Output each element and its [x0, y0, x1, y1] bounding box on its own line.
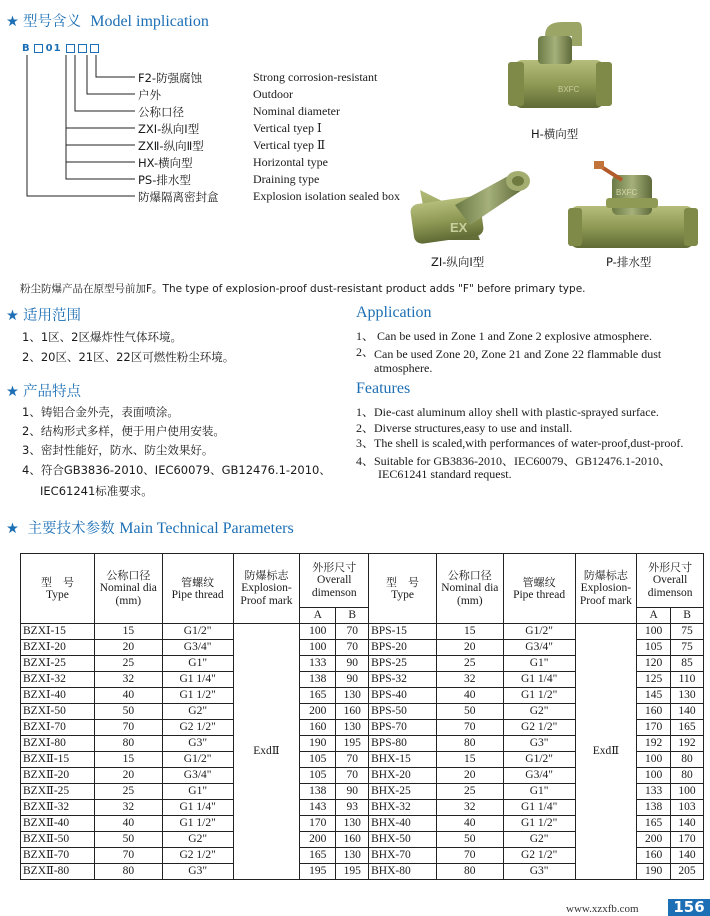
table-row [21, 624, 704, 640]
cell-dim-b: 75 [671, 624, 704, 640]
cell-pipe-thread: G1 1/4" [162, 800, 233, 816]
cell-type: BZXⅠ-80 [21, 736, 95, 752]
cell-nominal-dia: 50 [94, 704, 162, 720]
feature-item-en: 3、The shell is scaled,with performances of water-proof,dust-proof. [356, 436, 684, 450]
dust-note: 粉尘防爆产品在原型号前加F。The type of explosion-proof dust-resistant product adds "F" before primary type. [20, 283, 586, 295]
cell-dim-a: 100 [637, 752, 671, 768]
cell-nominal-dia: 32 [436, 672, 503, 688]
cell-nominal-dia: 40 [94, 688, 162, 704]
cell-dim-a: 145 [637, 688, 671, 704]
cell-type: BPS-80 [369, 736, 437, 752]
cell-dim-b: 93 [336, 800, 369, 816]
cell-dim-a: 138 [300, 672, 336, 688]
cell-dim-b: 103 [671, 800, 704, 816]
cell-dim-b: 85 [671, 656, 704, 672]
cell-type: BZXⅡ-20 [21, 768, 95, 784]
cell-dim-a: 105 [300, 752, 336, 768]
cell-type: BZXⅡ-70 [21, 848, 95, 864]
cell-dim-a: 160 [300, 720, 336, 736]
cell-dim-b: 70 [336, 752, 369, 768]
col-dim-a: A [300, 608, 336, 624]
cell-dim-a: 200 [300, 832, 336, 848]
cell-dim-b: 130 [336, 816, 369, 832]
model-item-en: Explosion isolation sealed box [253, 189, 400, 203]
item-text: Can be used in Zone 1 and Zone 2 explosive atmosphere. [377, 329, 652, 343]
feature-item-cn: 4、符合GB3836-2010、IEC60079、GB12476.1-2010、 [22, 463, 331, 477]
cell-dim-a: 190 [300, 736, 336, 752]
cell-dim-a: 165 [300, 848, 336, 864]
item-number: 2、 [356, 345, 375, 359]
cell-type: BHX-70 [369, 848, 437, 864]
cell-pipe-thread: G1 1/2" [503, 816, 575, 832]
cell-type: BZXⅡ-25 [21, 784, 95, 800]
cell-nominal-dia: 50 [94, 832, 162, 848]
cell-dim-b: 165 [671, 720, 704, 736]
cell-ex-mark: ExdⅡ [233, 624, 300, 880]
model-header-cn: 型号含义 [23, 14, 81, 30]
col-dimension: 外形尺寸 Overall dimenson [637, 554, 704, 608]
col-ex-mark: 防爆标志 Explosion- Proof mark [575, 554, 637, 624]
col-pipe-thread: 管螺纹 Pipe thread [503, 554, 575, 624]
model-item-cn: ZXⅠ-纵向Ⅰ型 [138, 122, 200, 136]
cell-dim-b: 75 [671, 640, 704, 656]
model-item-en: Vertical tyep Ⅱ [253, 138, 326, 152]
caption-p-type: P-排水型 [606, 255, 652, 269]
tech-parameters-table [20, 553, 704, 880]
cell-nominal-dia: 50 [436, 832, 503, 848]
code-number: 01 [45, 43, 62, 54]
cell-nominal-dia: 80 [436, 864, 503, 880]
scope-item: 1、1区、2区爆炸性气体环境。 [22, 330, 182, 344]
code-prefix: B [22, 43, 31, 54]
cell-pipe-thread: G3/4" [503, 768, 575, 784]
cell-pipe-thread: G1/2" [162, 752, 233, 768]
application-item [356, 343, 374, 360]
feature-item-cn: 2、结构形式多样，便于用户使用安装。 [22, 424, 225, 438]
caption-zi-type: ZI-纵向I型 [431, 255, 485, 269]
cell-nominal-dia: 20 [94, 640, 162, 656]
cell-type: BZXⅡ-80 [21, 864, 95, 880]
cell-type: BZXⅠ-25 [21, 656, 95, 672]
cell-dim-b: 130 [336, 848, 369, 864]
cell-pipe-thread: G1 1/4" [503, 672, 575, 688]
col-pipe-thread: 管螺纹 Pipe thread [162, 554, 233, 624]
cell-dim-b: 90 [336, 672, 369, 688]
star-icon: ★ [6, 308, 19, 324]
cell-pipe-thread: G3/4" [162, 768, 233, 784]
cell-type: BZXⅡ-50 [21, 832, 95, 848]
cell-dim-a: 138 [637, 800, 671, 816]
model-item-cn: PS-排水型 [138, 173, 191, 187]
cell-dim-a: 170 [637, 720, 671, 736]
cell-dim-b: 70 [336, 624, 369, 640]
cell-type: BPS-40 [369, 688, 437, 704]
cell-dim-b: 80 [671, 768, 704, 784]
cell-pipe-thread: G2 1/2" [503, 720, 575, 736]
tech-header-cn: 主要技术参数 [27, 521, 115, 537]
product-mark: EX [450, 220, 468, 235]
col-dimension: 外形尺寸 Overall dimenson [300, 554, 369, 608]
cell-nominal-dia: 70 [94, 848, 162, 864]
cell-pipe-thread: G1/2" [503, 624, 575, 640]
cell-pipe-thread: G1" [162, 784, 233, 800]
cell-dim-b: 130 [336, 720, 369, 736]
cell-type: BZXⅡ-15 [21, 752, 95, 768]
page-number: 156 [668, 899, 710, 916]
cell-nominal-dia: 20 [436, 768, 503, 784]
model-item-cn: 防爆隔离密封盒 [138, 190, 219, 204]
cell-type: BHX-15 [369, 752, 437, 768]
cell-dim-b: 130 [336, 688, 369, 704]
cell-nominal-dia: 80 [94, 864, 162, 880]
cell-dim-a: 143 [300, 800, 336, 816]
cell-pipe-thread: G1 1/2" [503, 688, 575, 704]
cell-pipe-thread: G3" [162, 736, 233, 752]
cell-nominal-dia: 70 [436, 848, 503, 864]
features-header [6, 380, 81, 401]
model-item-cn: 公称口径 [138, 105, 184, 119]
cell-type: BZXⅠ-15 [21, 624, 95, 640]
cell-nominal-dia: 50 [436, 704, 503, 720]
application-item [356, 327, 652, 344]
cell-nominal-dia: 40 [436, 816, 503, 832]
cell-dim-b: 70 [336, 640, 369, 656]
cell-pipe-thread: G3/4" [162, 640, 233, 656]
cell-dim-b: 110 [671, 672, 704, 688]
cell-type: BZXⅠ-20 [21, 640, 95, 656]
cell-pipe-thread: G2" [162, 832, 233, 848]
footer-url: www.xzxfb.com [566, 903, 639, 915]
features-header-cn: 产品特点 [23, 384, 81, 400]
cell-type: BHX-25 [369, 784, 437, 800]
model-item-en: Draining type [253, 172, 320, 186]
cell-pipe-thread: G2 1/2" [503, 848, 575, 864]
cell-type: BZXⅡ-32 [21, 800, 95, 816]
cell-pipe-thread: G1 1/2" [162, 688, 233, 704]
cell-dim-b: 192 [671, 736, 704, 752]
cell-nominal-dia: 32 [94, 800, 162, 816]
cell-nominal-dia: 25 [436, 656, 503, 672]
col-type: 型 号 Type [369, 554, 437, 624]
cell-dim-b: 140 [671, 816, 704, 832]
item-number: 1、 [356, 329, 375, 343]
cell-type: BZXⅠ-40 [21, 688, 95, 704]
cell-dim-b: 140 [671, 848, 704, 864]
cell-dim-a: 200 [300, 704, 336, 720]
model-item-en: Vertical tyep Ⅰ [253, 121, 322, 135]
cell-pipe-thread: G1 1/2" [162, 816, 233, 832]
cell-dim-b: 140 [671, 704, 704, 720]
cell-pipe-thread: G1/2" [503, 752, 575, 768]
star-icon: ★ [6, 521, 19, 537]
cell-nominal-dia: 15 [436, 752, 503, 768]
col-dim-a: A [637, 608, 671, 624]
cell-ex-mark: ExdⅡ [575, 624, 637, 880]
cell-type: BHX-20 [369, 768, 437, 784]
cell-dim-a: 105 [637, 640, 671, 656]
product-h-image [508, 22, 612, 108]
cell-nominal-dia: 15 [436, 624, 503, 640]
cell-dim-b: 130 [671, 688, 704, 704]
scope-header-cn: 适用范围 [23, 308, 81, 324]
item-text: Can be used Zone 20, Zone 21 and Zone 22 flammable dust [374, 347, 662, 361]
cell-dim-a: 200 [637, 832, 671, 848]
cell-dim-a: 100 [300, 624, 336, 640]
cell-pipe-thread: G1" [503, 656, 575, 672]
cell-type: BPS-50 [369, 704, 437, 720]
model-item-en: Horizontal type [253, 155, 328, 169]
col-nominal-dia: 公称口径 Nominal dia (mm) [94, 554, 162, 624]
table-body [21, 624, 704, 880]
cell-pipe-thread: G3" [503, 864, 575, 880]
star-icon: ★ [6, 384, 19, 400]
model-item-en: Outdoor [253, 87, 293, 101]
model-item-en: Nominal diameter [253, 104, 340, 118]
cell-pipe-thread: G1 1/4" [162, 672, 233, 688]
feature-item-cn: 3、密封性能好，防水、防尘效果好。 [22, 443, 214, 457]
feature-item-en: 1、Die-cast aluminum alloy shell with plastic-sprayed surface. [356, 405, 659, 419]
cell-dim-a: 160 [637, 848, 671, 864]
features-header-en: Features [356, 380, 411, 397]
product-mark: BXFC [616, 188, 638, 197]
cell-type: BPS-20 [369, 640, 437, 656]
cell-nominal-dia: 70 [436, 720, 503, 736]
cell-dim-a: 138 [300, 784, 336, 800]
cell-type: BHX-80 [369, 864, 437, 880]
feature-item-en: 4、Suitable for GB3836-2010、IEC60079、GB12476.1-2010、 [356, 454, 671, 468]
cell-dim-a: 100 [637, 768, 671, 784]
cell-pipe-thread: G1 1/4" [503, 800, 575, 816]
cell-pipe-thread: G2" [503, 704, 575, 720]
cell-nominal-dia: 25 [436, 784, 503, 800]
cell-dim-a: 120 [637, 656, 671, 672]
star-icon: ★ [6, 14, 19, 30]
cell-dim-b: 160 [336, 704, 369, 720]
cell-dim-a: 100 [637, 624, 671, 640]
cell-nominal-dia: 32 [94, 672, 162, 688]
product-illustrations [0, 0, 710, 275]
cell-dim-b: 160 [336, 832, 369, 848]
cell-type: BZXⅠ-50 [21, 704, 95, 720]
feature-item-en: IEC61241 standard request. [378, 467, 512, 481]
cell-type: BZXⅠ-70 [21, 720, 95, 736]
col-ex-mark: 防爆标志 Explosion- Proof mark [233, 554, 300, 624]
application-header: Application [356, 304, 432, 321]
cell-nominal-dia: 70 [94, 720, 162, 736]
cell-nominal-dia: 25 [94, 656, 162, 672]
scope-item: 2、20区、21区、22区可燃性粉尘环境。 [22, 350, 235, 364]
cell-nominal-dia: 40 [94, 816, 162, 832]
model-item-en: Strong corrosion-resistant [253, 70, 378, 84]
cell-nominal-dia: 40 [436, 688, 503, 704]
cell-dim-b: 80 [671, 752, 704, 768]
cell-nominal-dia: 80 [436, 736, 503, 752]
cell-dim-a: 195 [300, 864, 336, 880]
cell-nominal-dia: 25 [94, 784, 162, 800]
item-text: atmosphere. [374, 361, 433, 375]
cell-dim-b: 195 [336, 736, 369, 752]
cell-dim-a: 125 [637, 672, 671, 688]
cell-dim-b: 100 [671, 784, 704, 800]
cell-dim-a: 170 [300, 816, 336, 832]
feature-item-cn: 1、铸铝合金外壳，表面喷涂。 [22, 405, 179, 419]
model-item-cn: ZXⅡ-纵向Ⅱ型 [138, 139, 204, 153]
tech-header-en: Main Technical Parameters [119, 520, 294, 537]
model-item-cn: F2-防强腐蚀 [138, 71, 203, 85]
cell-dim-b: 70 [336, 768, 369, 784]
cell-dim-a: 133 [300, 656, 336, 672]
cell-pipe-thread: G2" [162, 704, 233, 720]
cell-nominal-dia: 20 [94, 768, 162, 784]
feature-item-cn: IEC61241标准要求。 [40, 484, 153, 498]
cell-type: BPS-70 [369, 720, 437, 736]
cell-dim-b: 205 [671, 864, 704, 880]
cell-dim-a: 133 [637, 784, 671, 800]
cell-type: BHX-32 [369, 800, 437, 816]
cell-dim-b: 90 [336, 656, 369, 672]
cell-pipe-thread: G3/4" [503, 640, 575, 656]
cell-dim-a: 190 [637, 864, 671, 880]
col-dim-b: B [336, 608, 369, 624]
model-header-en: Model implication [90, 13, 209, 30]
cell-dim-b: 170 [671, 832, 704, 848]
feature-item-en: 2、Diverse structures,easy to use and install. [356, 421, 573, 435]
cell-dim-b: 90 [336, 784, 369, 800]
col-nominal-dia: 公称口径 Nominal dia (mm) [436, 554, 503, 624]
cell-pipe-thread: G2" [503, 832, 575, 848]
cell-type: BPS-15 [369, 624, 437, 640]
cell-dim-a: 165 [637, 816, 671, 832]
cell-dim-b: 195 [336, 864, 369, 880]
product-mark: BXFC [558, 85, 580, 94]
cell-pipe-thread: G2 1/2" [162, 720, 233, 736]
cell-dim-a: 100 [300, 640, 336, 656]
cell-type: BHX-50 [369, 832, 437, 848]
cell-dim-a: 105 [300, 768, 336, 784]
cell-dim-a: 160 [637, 704, 671, 720]
cell-nominal-dia: 32 [436, 800, 503, 816]
cell-nominal-dia: 80 [94, 736, 162, 752]
cell-nominal-dia: 20 [436, 640, 503, 656]
cell-dim-a: 192 [637, 736, 671, 752]
product-zi-image [410, 171, 530, 245]
cell-pipe-thread: G1" [162, 656, 233, 672]
model-item-cn: 户外 [138, 88, 161, 102]
caption-h-type: H-横向型 [531, 127, 579, 141]
cell-pipe-thread: G2 1/2" [162, 848, 233, 864]
cell-pipe-thread: G3" [503, 736, 575, 752]
cell-type: BZXⅡ-40 [21, 816, 95, 832]
cell-dim-a: 165 [300, 688, 336, 704]
cell-type: BHX-40 [369, 816, 437, 832]
cell-type: BPS-25 [369, 656, 437, 672]
cell-pipe-thread: G1" [503, 784, 575, 800]
col-type: 型 号 Type [21, 554, 95, 624]
cell-type: BPS-32 [369, 672, 437, 688]
tech-header [6, 517, 294, 538]
col-dim-b: B [671, 608, 704, 624]
cell-pipe-thread: G1/2" [162, 624, 233, 640]
cell-pipe-thread: G3" [162, 864, 233, 880]
model-item-cn: HX-横向型 [138, 156, 193, 170]
product-p-image [568, 161, 698, 248]
scope-header [6, 304, 81, 325]
cell-type: BZXⅠ-32 [21, 672, 95, 688]
cell-nominal-dia: 15 [94, 624, 162, 640]
cell-nominal-dia: 15 [94, 752, 162, 768]
